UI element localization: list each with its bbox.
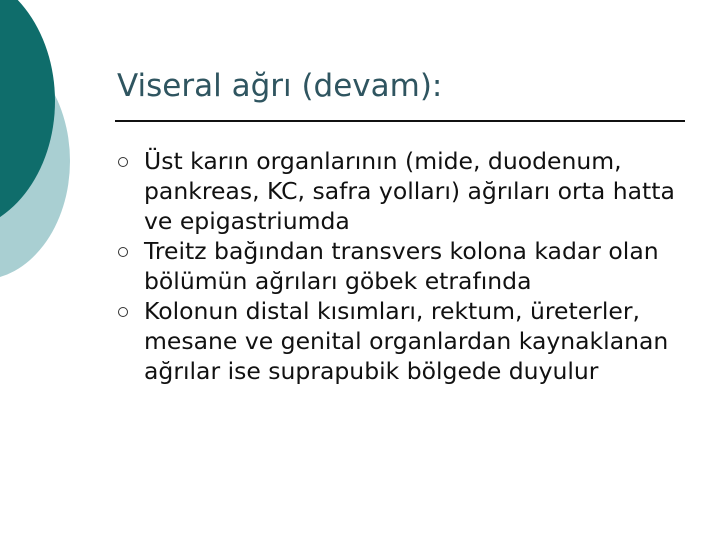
bullet-item xyxy=(118,146,698,236)
bullet-list xyxy=(118,146,698,386)
title-underline xyxy=(115,120,685,122)
bullet-text: Kolonun distal kısımları, rektum, üreterler, mesane ve genital organlardan kaynaklanan ağrılar ise suprapubik bölgede duyulur xyxy=(144,297,669,385)
bullet-item xyxy=(118,296,698,386)
circle-bullet-icon xyxy=(118,157,128,167)
bullet-text: Treitz bağından transvers kolona kadar olan bölümün ağrıları göbek etrafında xyxy=(144,237,659,295)
bullet-item xyxy=(118,236,698,296)
slide-title: Viseral ağrı (devam): xyxy=(117,68,443,104)
circle-bullet-icon xyxy=(118,307,128,317)
bullet-text: Üst karın organlarının (mide, duodenum, pankreas, KC, safra yolları) ağrıları orta hatta ve epigastriumda xyxy=(144,147,675,235)
circle-bullet-icon xyxy=(118,247,128,257)
